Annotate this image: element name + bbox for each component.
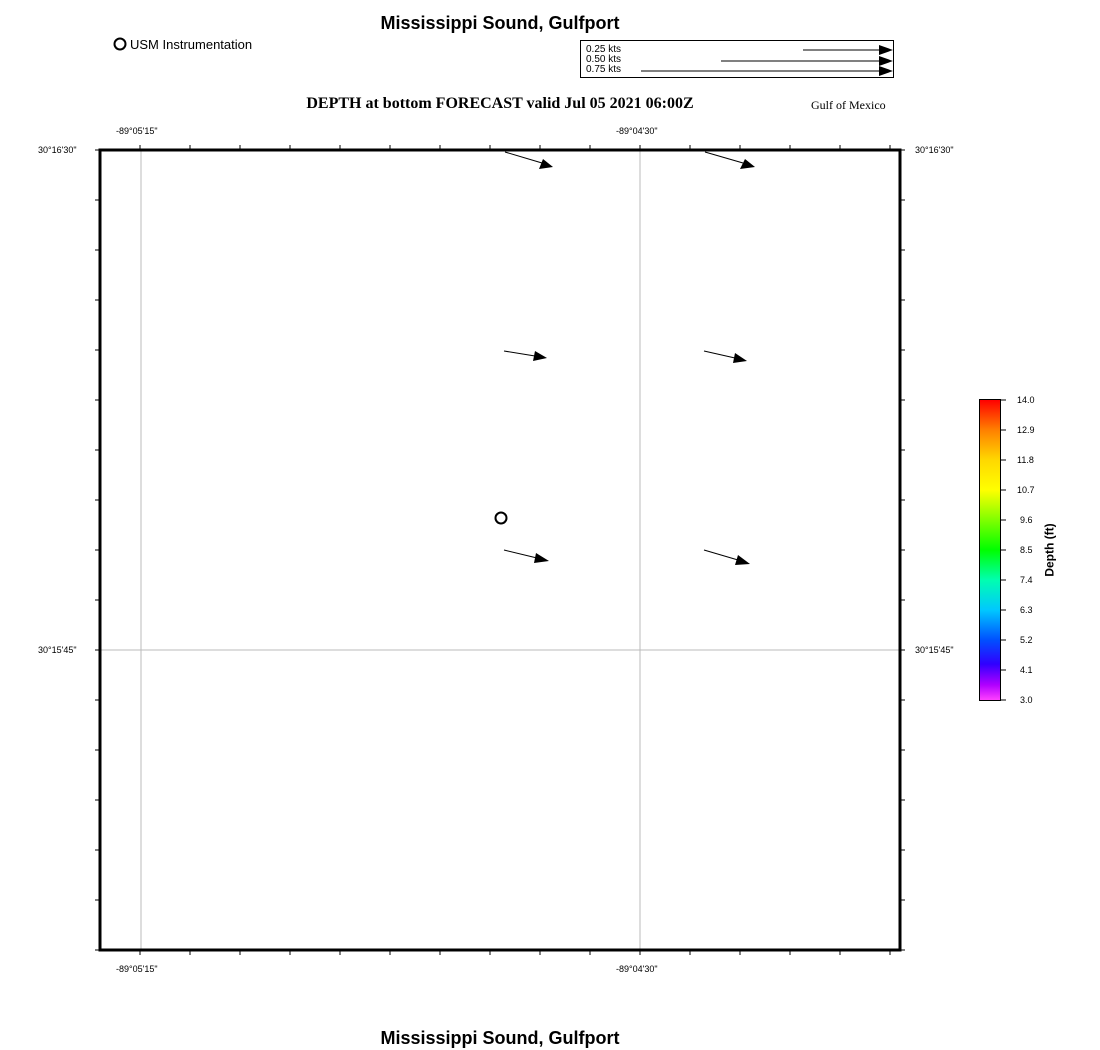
colorbar-label: 5.2 bbox=[1020, 635, 1033, 645]
scale-arrow-head bbox=[879, 66, 893, 76]
station-marker[interactable] bbox=[496, 513, 507, 524]
current-vector bbox=[705, 152, 755, 169]
frame-ticks bbox=[95, 145, 905, 955]
region-label: Gulf of Mexico bbox=[811, 98, 886, 112]
colorbar-label: 10.7 bbox=[1017, 485, 1035, 495]
footer-title: Mississippi Sound, Gulfport bbox=[380, 1028, 620, 1048]
colorbar-label: 9.6 bbox=[1020, 515, 1033, 525]
lon-label-bottom: -89°05'15" bbox=[116, 964, 158, 974]
forecast-subtitle: DEPTH at bottom FORECAST valid Jul 05 2021 06:00Z bbox=[306, 95, 694, 112]
current-vector bbox=[505, 152, 553, 169]
colorbar-label: 4.1 bbox=[1020, 665, 1033, 675]
scale-arrow-head bbox=[879, 56, 893, 66]
colorbar-label: 7.4 bbox=[1020, 575, 1033, 585]
current-vectors bbox=[504, 152, 755, 565]
depth-colorbar bbox=[979, 399, 1001, 701]
current-vector bbox=[504, 351, 547, 361]
speed-scale-label: 0.75 kts bbox=[586, 64, 622, 75]
lat-label-right: 30°16'30" bbox=[915, 145, 954, 155]
map-panel[interactable] bbox=[90, 140, 910, 960]
station-legend-icon bbox=[113, 37, 127, 51]
scale-arrow-head bbox=[879, 45, 893, 55]
map-title: Mississippi Sound, Gulfport bbox=[380, 13, 620, 33]
current-vector bbox=[704, 351, 747, 363]
colorbar-label: 8.5 bbox=[1020, 545, 1033, 555]
current-vector bbox=[504, 550, 549, 563]
current-vector bbox=[704, 550, 750, 565]
speed-scale-label: 0.50 kts bbox=[586, 54, 622, 65]
lat-label-left: 30°15'45" bbox=[38, 645, 77, 655]
colorbar-label: 6.3 bbox=[1020, 605, 1033, 615]
speed-scale-label: 0.25 kts bbox=[586, 44, 622, 55]
colorbar-label: 11.8 bbox=[1017, 455, 1034, 465]
colorbar-title: Depth (ft) bbox=[1042, 523, 1057, 577]
map-frame bbox=[100, 150, 900, 950]
lon-label-top: -89°04'30" bbox=[616, 126, 658, 136]
lon-label-top: -89°05'15" bbox=[116, 126, 158, 136]
station-legend-label: USM Instrumentation bbox=[130, 37, 253, 52]
colorbar-label: 12.9 bbox=[1017, 425, 1035, 435]
speed-scale-box bbox=[580, 40, 894, 78]
lat-label-left: 30°16'30" bbox=[38, 145, 77, 155]
lat-label-right: 30°15'45" bbox=[915, 645, 954, 655]
colorbar-label: 14.0 bbox=[1017, 395, 1035, 405]
speed-scale-arrows bbox=[581, 41, 893, 77]
lon-label-bottom: -89°04'30" bbox=[616, 964, 658, 974]
colorbar-label: 3.0 bbox=[1020, 695, 1033, 705]
graticule bbox=[100, 150, 900, 950]
